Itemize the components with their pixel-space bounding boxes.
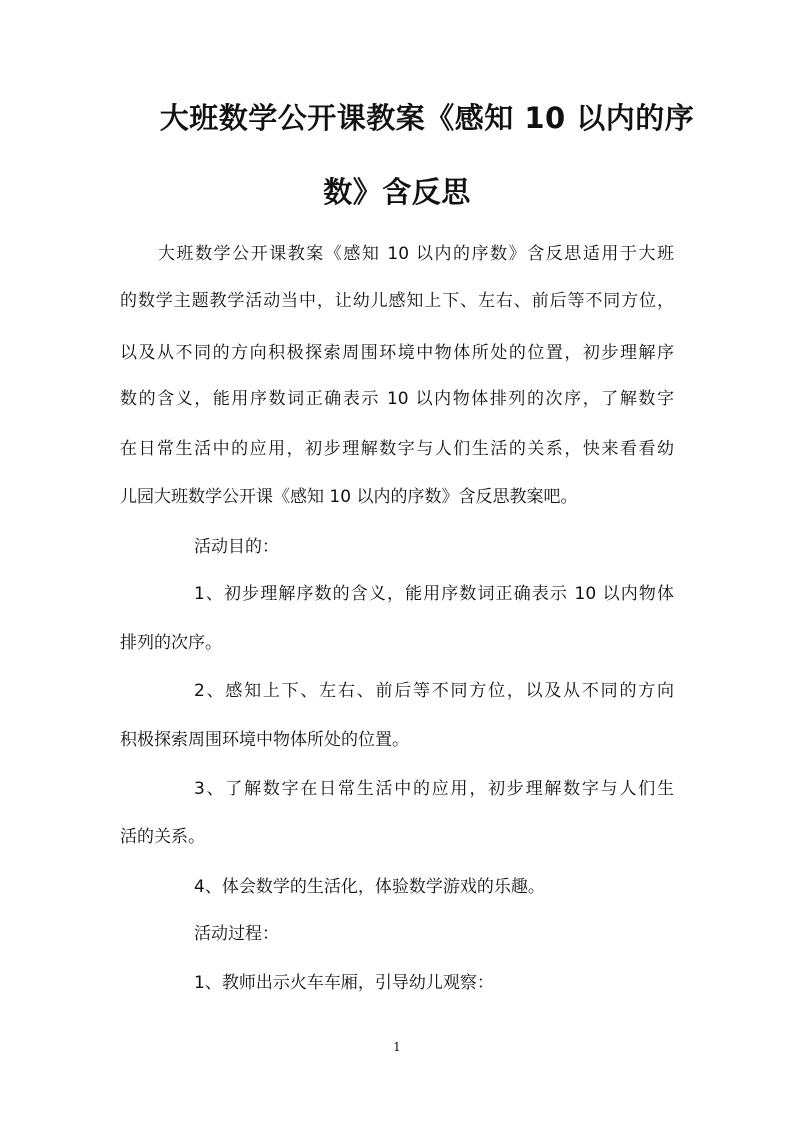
page-number: 1 xyxy=(393,1040,401,1054)
objective-line: 活的关系。 xyxy=(120,827,205,847)
section-heading: 活动过程： xyxy=(194,924,279,944)
objective-line: 3、了解数字在日常生活中的应用，初步理解数字与人们生 xyxy=(194,779,674,799)
section-heading: 活动目的： xyxy=(194,537,279,557)
paragraph-line: 在日常生活中的应用，初步理解数字与人们生活的关系，快来看看幼 xyxy=(120,439,674,459)
paragraph-line: 以及从不同的方向积极探索周围环境中物体所处的位置，初步理解序 xyxy=(120,343,674,363)
objective-line: 4、体会数学的生活化，体验数学游戏的乐趣。 xyxy=(194,877,545,897)
objective-line: 排列的次序。 xyxy=(120,633,222,653)
paragraph-line: 数的含义，能用序数词正确表示 10 以内物体排列的次序，了解数字 xyxy=(120,389,674,409)
paragraph-line: 儿园大班数学公开课《感知 10 以内的序数》含反思教案吧。 xyxy=(120,487,578,507)
paragraph-line: 的数学主题教学活动当中，让幼儿感知上下、左右、前后等不同方位， xyxy=(120,291,674,311)
process-step-line: 1、教师出示火车车厢，引导幼儿观察： xyxy=(194,973,494,993)
paragraph-line: 大班数学公开课教案《感知 10 以内的序数》含反思适用于大班 xyxy=(158,244,674,264)
document-title-line-1: 大班数学公开课教案《感知 10 以内的序 xyxy=(159,101,695,135)
objective-line: 2、感知上下、左右、前后等不同方位，以及从不同的方向 xyxy=(194,681,674,701)
objective-line: 积极探索周围环境中物体所处的位置。 xyxy=(120,730,409,750)
objective-line: 1、初步理解序数的含义，能用序数词正确表示 10 以内物体 xyxy=(194,584,674,604)
document-title-line-2: 数》含反思 xyxy=(323,175,471,209)
